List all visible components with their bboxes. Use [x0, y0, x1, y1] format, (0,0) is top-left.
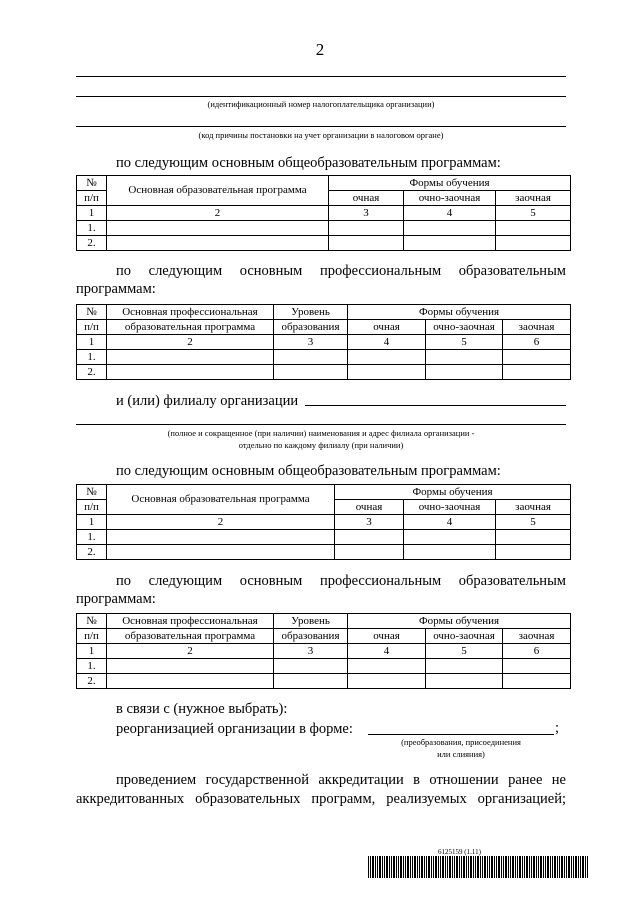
- barcode-bar: [461, 856, 462, 878]
- inn-rule-top: [76, 76, 566, 77]
- barcode-bar: [375, 856, 376, 878]
- col-num-header: №: [77, 305, 107, 320]
- branch-address-field[interactable]: [76, 424, 566, 425]
- form-type-ochnaya: очная: [348, 320, 426, 335]
- reorg-caption-1: (преобразования, присоединения: [401, 737, 521, 747]
- col-num-header: №: [77, 485, 107, 500]
- barcode-bar: [573, 856, 574, 878]
- branch-name-field[interactable]: [305, 405, 566, 406]
- barcode-bar: [421, 856, 423, 878]
- form-cell[interactable]: [426, 659, 503, 674]
- barcode-bar: [466, 856, 467, 878]
- barcode-bar: [449, 856, 451, 878]
- col-forms-header: Формы обучения: [335, 485, 571, 500]
- barcode-bar: [508, 856, 509, 878]
- barcode-bar: [414, 856, 416, 878]
- form-type-zaochnaya: заочная: [503, 629, 571, 644]
- inn-caption: (идентификационный номер налогоплательщика организации): [207, 99, 435, 109]
- form-cell[interactable]: [496, 236, 571, 251]
- kpp-field-line[interactable]: [76, 126, 566, 127]
- barcode-bar: [545, 856, 546, 878]
- barcode-bar: [391, 856, 392, 878]
- index-cell: 5: [426, 335, 503, 350]
- barcode-bar: [533, 856, 535, 878]
- barcode-bar: [407, 856, 409, 878]
- barcode-bar: [571, 856, 572, 878]
- col-program-header: Основная образовательная программа: [107, 485, 335, 515]
- barcode-bar: [410, 856, 411, 878]
- page-number: 2: [315, 40, 325, 59]
- barcode-bar: [398, 856, 399, 878]
- barcode-number: 6125159 (1.11): [438, 848, 481, 856]
- barcode-bar: [540, 856, 542, 878]
- barcode-bar: [447, 856, 448, 878]
- form-cell[interactable]: [503, 350, 571, 365]
- table-row: [77, 221, 571, 236]
- index-cell: 4: [348, 335, 426, 350]
- index-cell: 2: [107, 515, 335, 530]
- barcode-bar: [477, 856, 479, 878]
- program-cell[interactable]: [107, 545, 335, 560]
- barcode-bar: [431, 856, 432, 878]
- barcode-bar: [368, 856, 369, 878]
- form-cell[interactable]: [404, 530, 496, 545]
- barcode-bar: [568, 856, 570, 878]
- col-forms-header: Формы обучения: [348, 305, 571, 320]
- branch-label: и (или) филиалу организации: [116, 393, 299, 409]
- barcode-bar: [517, 856, 518, 878]
- form-cell[interactable]: [348, 365, 426, 380]
- accreditation-line-1: проведением государственной аккредитации в отношении ранее не: [116, 772, 566, 788]
- barcode-bar: [484, 856, 486, 878]
- barcode-bar: [585, 856, 586, 878]
- form-cell[interactable]: [329, 236, 404, 251]
- barcode-bar: [543, 856, 544, 878]
- barcode-bar: [550, 856, 551, 878]
- prof-programs-heading-2: по следующим основным профессиональным образовательным: [116, 573, 566, 589]
- barcode-bar: [454, 856, 455, 878]
- form-type-zaochnaya: заочная: [503, 320, 571, 335]
- index-cell: 5: [426, 644, 503, 659]
- index-cell: 6: [503, 644, 571, 659]
- col-level-header-2: образования: [274, 320, 348, 335]
- barcode-bar: [536, 856, 537, 878]
- index-cell: 3: [274, 335, 348, 350]
- form-type-ochno-zaochnaya: очно-заочная: [404, 191, 496, 206]
- form-cell[interactable]: [503, 674, 571, 689]
- prof-programs-table-2: [76, 613, 571, 689]
- reorg-caption-2: или слияния): [437, 749, 485, 759]
- barcode-bar: [396, 856, 397, 878]
- inn-field-line[interactable]: [76, 96, 566, 97]
- reorg-label: реорганизацией организации в форме:: [116, 721, 353, 737]
- barcode-bar: [559, 856, 560, 878]
- barcode-bar: [489, 856, 490, 878]
- form-type-ochno-zaochnaya: очно-заочная: [404, 500, 496, 515]
- barcode-bar: [564, 856, 565, 878]
- col-num-header-2: п/п: [77, 629, 107, 644]
- table-row: [77, 674, 571, 689]
- barcode-bar: [529, 856, 530, 878]
- barcode-bar: [438, 856, 439, 878]
- index-cell: 1: [77, 206, 107, 221]
- form-cell[interactable]: [348, 659, 426, 674]
- program-cell[interactable]: [107, 221, 329, 236]
- barcode-bar: [433, 856, 434, 878]
- form-cell[interactable]: [335, 545, 404, 560]
- col-num-header: №: [77, 176, 107, 191]
- barcode-bar: [480, 856, 481, 878]
- col-program-header-2: образовательная программа: [107, 629, 274, 644]
- barcode-bar: [496, 856, 497, 878]
- form-type-ochnaya: очная: [329, 191, 404, 206]
- row-number: 1.: [77, 221, 107, 236]
- barcode-bar: [389, 856, 390, 878]
- index-cell: 5: [496, 206, 571, 221]
- barcode-bar: [372, 856, 374, 878]
- index-cell: 1: [77, 335, 107, 350]
- form-cell[interactable]: [348, 350, 426, 365]
- col-program-header-2: образовательная программа: [107, 320, 274, 335]
- barcode-bar: [435, 856, 437, 878]
- barcode-bar: [386, 856, 388, 878]
- barcode-bar: [419, 856, 420, 878]
- barcode-bar: [503, 856, 504, 878]
- index-cell: 3: [274, 644, 348, 659]
- barcode-bar: [424, 856, 425, 878]
- barcode-bar: [442, 856, 444, 878]
- col-forms-header: Формы обучения: [348, 614, 571, 629]
- barcode-bar: [417, 856, 418, 878]
- barcode-bar: [524, 856, 525, 878]
- table-row: [77, 350, 571, 365]
- barcode-bar: [468, 856, 469, 878]
- form-type-ochnaya: очная: [335, 500, 404, 515]
- form-cell[interactable]: [496, 545, 571, 560]
- barcode-bar: [494, 856, 495, 878]
- index-cell: 1: [77, 515, 107, 530]
- kpp-caption: (код причины постановки на учет организации в налоговом органе): [198, 130, 444, 140]
- row-number: 2.: [77, 674, 107, 689]
- barcode-bar: [487, 856, 488, 878]
- barcode-icon: [368, 856, 590, 878]
- col-program-header: Основная профессиональная: [107, 305, 274, 320]
- form-cell[interactable]: [426, 365, 503, 380]
- col-level-header: Уровень: [274, 614, 348, 629]
- table-row: [77, 365, 571, 380]
- barcode-bar: [384, 856, 385, 878]
- col-forms-header: Формы обучения: [329, 176, 571, 191]
- barcode-bar: [370, 856, 371, 878]
- barcode-bar: [561, 856, 563, 878]
- form-type-ochnaya: очная: [348, 629, 426, 644]
- form-cell[interactable]: [404, 236, 496, 251]
- index-cell: 6: [503, 335, 571, 350]
- barcode-bar: [582, 856, 584, 878]
- barcode-bar: [482, 856, 483, 878]
- col-num-header: №: [77, 614, 107, 629]
- form-type-ochno-zaochnaya: очно-заочная: [426, 320, 503, 335]
- form-cell[interactable]: [404, 221, 496, 236]
- index-cell: 2: [107, 644, 274, 659]
- form-cell[interactable]: [348, 674, 426, 689]
- index-row: [77, 206, 571, 221]
- barcode-bar: [400, 856, 402, 878]
- index-cell: 2: [107, 206, 329, 221]
- col-level-header-2: образования: [274, 629, 348, 644]
- barcode-bar: [566, 856, 567, 878]
- index-row: [77, 335, 571, 350]
- form-cell[interactable]: [503, 365, 571, 380]
- barcode-bar: [393, 856, 395, 878]
- barcode-bar: [519, 856, 521, 878]
- barcode-bar: [463, 856, 465, 878]
- branch-caption-1: (полное и сокращенное (при наличии) наименования и адрес филиала организации -: [167, 428, 475, 438]
- table-row: [77, 236, 571, 251]
- index-cell: 5: [496, 515, 571, 530]
- form-cell[interactable]: [426, 350, 503, 365]
- level-cell[interactable]: [274, 659, 348, 674]
- general-programs-heading-1: по следующим основным общеобразовательным программам:: [116, 155, 501, 171]
- form-cell[interactable]: [329, 221, 404, 236]
- barcode-bar: [505, 856, 507, 878]
- barcode-bar: [578, 856, 579, 878]
- index-cell: 3: [329, 206, 404, 221]
- barcode-bar: [512, 856, 514, 878]
- barcode-bar: [557, 856, 558, 878]
- branch-caption-2: отдельно по каждому филиалу (при наличии): [238, 440, 404, 450]
- program-cell[interactable]: [107, 530, 335, 545]
- barcode-bar: [515, 856, 516, 878]
- level-cell[interactable]: [274, 674, 348, 689]
- program-cell[interactable]: [107, 659, 274, 674]
- barcode-bar: [491, 856, 493, 878]
- barcode-bar: [403, 856, 404, 878]
- program-cell[interactable]: [107, 674, 274, 689]
- program-cell[interactable]: [107, 236, 329, 251]
- index-row: [77, 644, 571, 659]
- program-cell[interactable]: [107, 365, 274, 380]
- barcode-bar: [377, 856, 378, 878]
- barcode-bar: [456, 856, 458, 878]
- table-row: [77, 545, 571, 560]
- barcode-bar: [382, 856, 383, 878]
- index-cell: 3: [335, 515, 404, 530]
- accreditation-line-2: аккредитованных образовательных программ, реализуемых организацией;: [76, 791, 566, 807]
- index-cell: 4: [348, 644, 426, 659]
- index-cell: 2: [107, 335, 274, 350]
- table-row: [77, 659, 571, 674]
- index-cell: 1: [77, 644, 107, 659]
- general-programs-heading-2: по следующим основным общеобразовательным программам:: [116, 463, 501, 479]
- barcode-bar: [547, 856, 549, 878]
- general-programs-table-1: [76, 175, 571, 251]
- row-number: 2.: [77, 236, 107, 251]
- index-cell: 4: [404, 206, 496, 221]
- form-cell[interactable]: [426, 674, 503, 689]
- barcode-bar: [452, 856, 453, 878]
- barcode-bar: [379, 856, 381, 878]
- program-cell[interactable]: [107, 350, 274, 365]
- barcode-bar: [498, 856, 500, 878]
- barcode-bar: [531, 856, 532, 878]
- barcode-bar: [475, 856, 476, 878]
- row-number: 1.: [77, 659, 107, 674]
- prof-programs-heading-2-line2: программам:: [76, 591, 156, 607]
- barcode-bar: [501, 856, 502, 878]
- barcode-bar: [554, 856, 556, 878]
- barcode-bar: [428, 856, 430, 878]
- level-cell[interactable]: [274, 350, 348, 365]
- index-row: [77, 515, 571, 530]
- barcode-bar: [405, 856, 406, 878]
- barcode-bar: [538, 856, 539, 878]
- index-cell: 4: [404, 515, 496, 530]
- barcode-bar: [587, 856, 588, 878]
- form-type-zaochnaya: заочная: [496, 191, 571, 206]
- reorg-form-field[interactable]: [368, 734, 554, 735]
- col-program-header: Основная образовательная программа: [107, 176, 329, 206]
- col-program-header: Основная профессиональная: [107, 614, 274, 629]
- prof-programs-heading-1-line2: программам:: [76, 281, 156, 297]
- row-number: 1.: [77, 350, 107, 365]
- barcode-bar: [440, 856, 441, 878]
- form-cell[interactable]: [335, 530, 404, 545]
- barcode-bar: [412, 856, 413, 878]
- form-cell[interactable]: [404, 545, 496, 560]
- form-type-zaochnaya: заочная: [496, 500, 571, 515]
- in-connection-label: в связи с (нужное выбрать):: [116, 701, 288, 717]
- row-number: 2.: [77, 545, 107, 560]
- level-cell[interactable]: [274, 365, 348, 380]
- barcode-bar: [526, 856, 528, 878]
- form-cell[interactable]: [503, 659, 571, 674]
- barcode-bar: [510, 856, 511, 878]
- barcode-bar: [459, 856, 460, 878]
- form-cell[interactable]: [496, 530, 571, 545]
- barcode-bar: [445, 856, 446, 878]
- table-row: [77, 530, 571, 545]
- barcode-bar: [552, 856, 553, 878]
- reorg-semicolon: ;: [555, 720, 560, 736]
- prof-programs-heading-1: по следующим основным профессиональным образовательным: [116, 263, 566, 279]
- barcode-bar: [522, 856, 523, 878]
- barcode-bar: [473, 856, 474, 878]
- form-type-ochno-zaochnaya: очно-заочная: [426, 629, 503, 644]
- col-level-header: Уровень: [274, 305, 348, 320]
- form-cell[interactable]: [496, 221, 571, 236]
- general-programs-table-2: [76, 484, 571, 560]
- row-number: 2.: [77, 365, 107, 380]
- barcode-bar: [575, 856, 577, 878]
- barcode-bar: [470, 856, 472, 878]
- row-number: 1.: [77, 530, 107, 545]
- barcode-bar: [426, 856, 427, 878]
- col-num-header-2: п/п: [77, 191, 107, 206]
- col-num-header-2: п/п: [77, 320, 107, 335]
- col-num-header-2: п/п: [77, 500, 107, 515]
- prof-programs-table-1: [76, 304, 571, 380]
- barcode-bar: [580, 856, 581, 878]
